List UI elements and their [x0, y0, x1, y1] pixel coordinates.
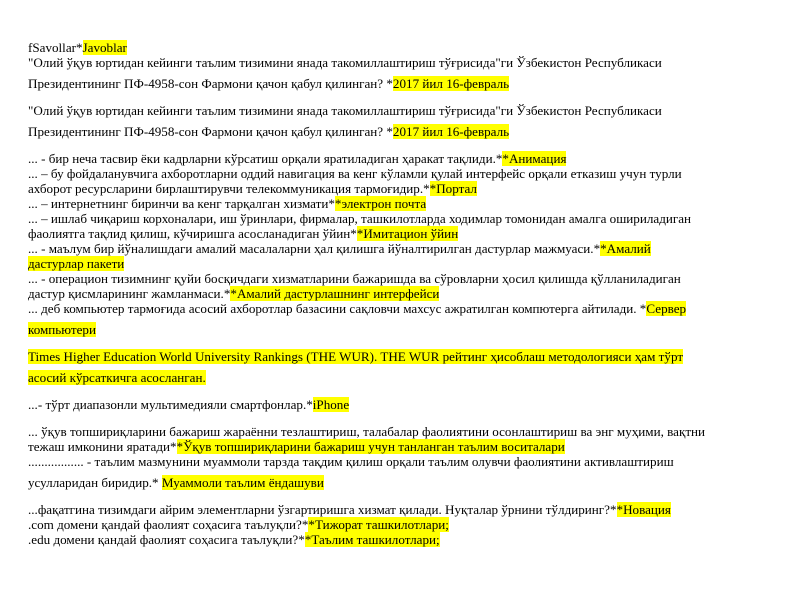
list-item [28, 226, 768, 241]
question-text: ... – интернетнинг биринчи ва кенг тарқалган хизмати* [28, 196, 335, 211]
answer-highlight: *Амалий дастурлашнинг интерфейси [230, 286, 440, 301]
question-1 [28, 55, 768, 91]
list-item: ... - операцион тизимнинг қуйи босқичдаги хизматларини бажаришда ва сўровларни ҳосил қилишда қўлланиладиган [28, 271, 681, 286]
answer-highlight: *Амалий [600, 241, 651, 256]
question-text: ... деб компьютер тармоғида асосий ахборотлар базасини сақловчи махсус ажратилган компютерга айтилади. * [28, 301, 647, 316]
answer-highlight: компьютери [28, 322, 96, 337]
list-item [28, 397, 768, 412]
the-wur-line-1: Times Higher Education World University Rankings (THE WUR). THE WUR рейтинг ҳисоблаш методологияси ҳам тўрт [28, 349, 684, 364]
question-block-3 [28, 502, 768, 547]
question-2-answer: 2017 йил 16-февраль [392, 124, 510, 139]
list-item [28, 439, 768, 454]
question-2-line-2 [28, 124, 768, 139]
question-text: ...фақатгина тизимдаги айрим элементларни ўзгартиришга хизмат қилади. Нуқталар ўрнини тўлдиринг?* [28, 502, 617, 517]
question-1-answer: 2017 йил 16-февраль [392, 76, 510, 91]
answer-highlight: *Таълим ташкилотлари; [304, 532, 440, 547]
list-item [28, 181, 768, 196]
question-text: ...- тўрт диапазонли мультимедияли смартфонлар.* [28, 397, 313, 412]
list-item [28, 532, 768, 547]
answer-highlight: iPhone [312, 397, 350, 412]
question-block-2 [28, 424, 768, 490]
list-item [28, 475, 768, 490]
question-2-text: Президентининг ПФ-4958-сон Фармони қачон қабул қилинган? * [28, 124, 393, 139]
question-2 [28, 103, 768, 139]
list-item: ... ўқув топшириқларини бажариш жараённи тезлаштириш, талабалар фаолиятини осонлаштириш ва энг муҳими, вақтни [28, 424, 706, 439]
question-text: ... - бир неча тасвир ёки кадрларни кўрсатиш орқали яратиладиган ҳаракат тақлиди.* [28, 151, 503, 166]
list-item [28, 196, 768, 211]
question-text: .edu домени қандай фаолият соҳасига таълуқли?* [28, 532, 305, 547]
question-text: ... - маълум бир йўналишдаги амалий масалаларни ҳал қилишга йўналтирилган дастурлар мажмуаси.* [28, 241, 601, 256]
list-item [28, 256, 768, 271]
question-text: тежаш имконини яратади* [28, 439, 177, 454]
the-wur-note [28, 349, 768, 385]
answer-highlight: *Тижорат ташкилотлари; [308, 517, 449, 532]
list-item [28, 241, 768, 256]
answer-highlight: *электрон почта [334, 196, 427, 211]
document-header [28, 40, 768, 55]
the-wur-line-2: асосий кўрсаткичга асосланган. [28, 370, 206, 385]
question-text: .com домени қандай фаолият соҳасига таълуқли?* [28, 517, 309, 532]
list-item [28, 517, 768, 532]
header-title: Javoblar [82, 40, 127, 55]
question-2-line-1: "Олий ўқув юртидан кейинги таълим тизимини янада такомиллаштириш тўғрисида"ги Ўзбекистон Республикаси [28, 103, 662, 118]
answer-highlight: Сервер [646, 301, 687, 316]
answer-highlight: Муаммоли таълим ёндашуви [161, 475, 324, 490]
question-block-1 [28, 151, 768, 337]
list-item [28, 301, 768, 316]
question-text: усулларидан биридир.* [28, 475, 162, 490]
list-item [28, 502, 768, 517]
list-item: ... – бу фойдаланувчига ахборотларни оддий навигация ва кенг кўламли қулай интерфейс орқали етказиш учун турли [28, 166, 682, 181]
list-item [28, 151, 768, 166]
answer-highlight: *Ўқув топшириқларини бажариш учун танланган таълим воситалари [176, 439, 565, 454]
document-body [28, 40, 768, 547]
question-iphone [28, 397, 768, 412]
list-item: ................. - таълим мазмунини муаммоли тарзда тақдим қилиш орқали таълим олувчи фаолиятини активлаштириш [28, 454, 674, 469]
answer-highlight: дастурлар пакети [28, 256, 125, 271]
question-text: ахборот ресурсларини бирлаштирувчи телекоммуникация тармоғидир.* [28, 181, 430, 196]
question-1-line-2 [28, 76, 768, 91]
list-item: ... – ишлаб чиқариш корхоналари, иш ўринлари, фирмалар, ташкилотларда ходимлар томонидан амалга ошириладиган [28, 211, 692, 226]
answer-highlight: *Портал [429, 181, 477, 196]
question-1-line-1: "Олий ўқув юртидан кейинги таълим тизимини янада такомиллаштириш тўғрисида"ги Ўзбекистон Республикаси [28, 55, 662, 70]
list-item [28, 286, 768, 301]
question-text: фаолиятга тақлид қилиш, кўчиришга асосланадиган ўйин* [28, 226, 357, 241]
answer-highlight: *Имитацион ўйин [356, 226, 459, 241]
question-1-text: Президентининг ПФ-4958-сон Фармони қачон қабул қилинган? * [28, 76, 393, 91]
answer-highlight: *Анимация [502, 151, 567, 166]
question-text: дастур қисмларининг жамланмаси.* [28, 286, 231, 301]
answer-highlight: *Новация [616, 502, 671, 517]
list-item [28, 322, 768, 337]
header-prefix: fSavollar* [28, 40, 83, 55]
